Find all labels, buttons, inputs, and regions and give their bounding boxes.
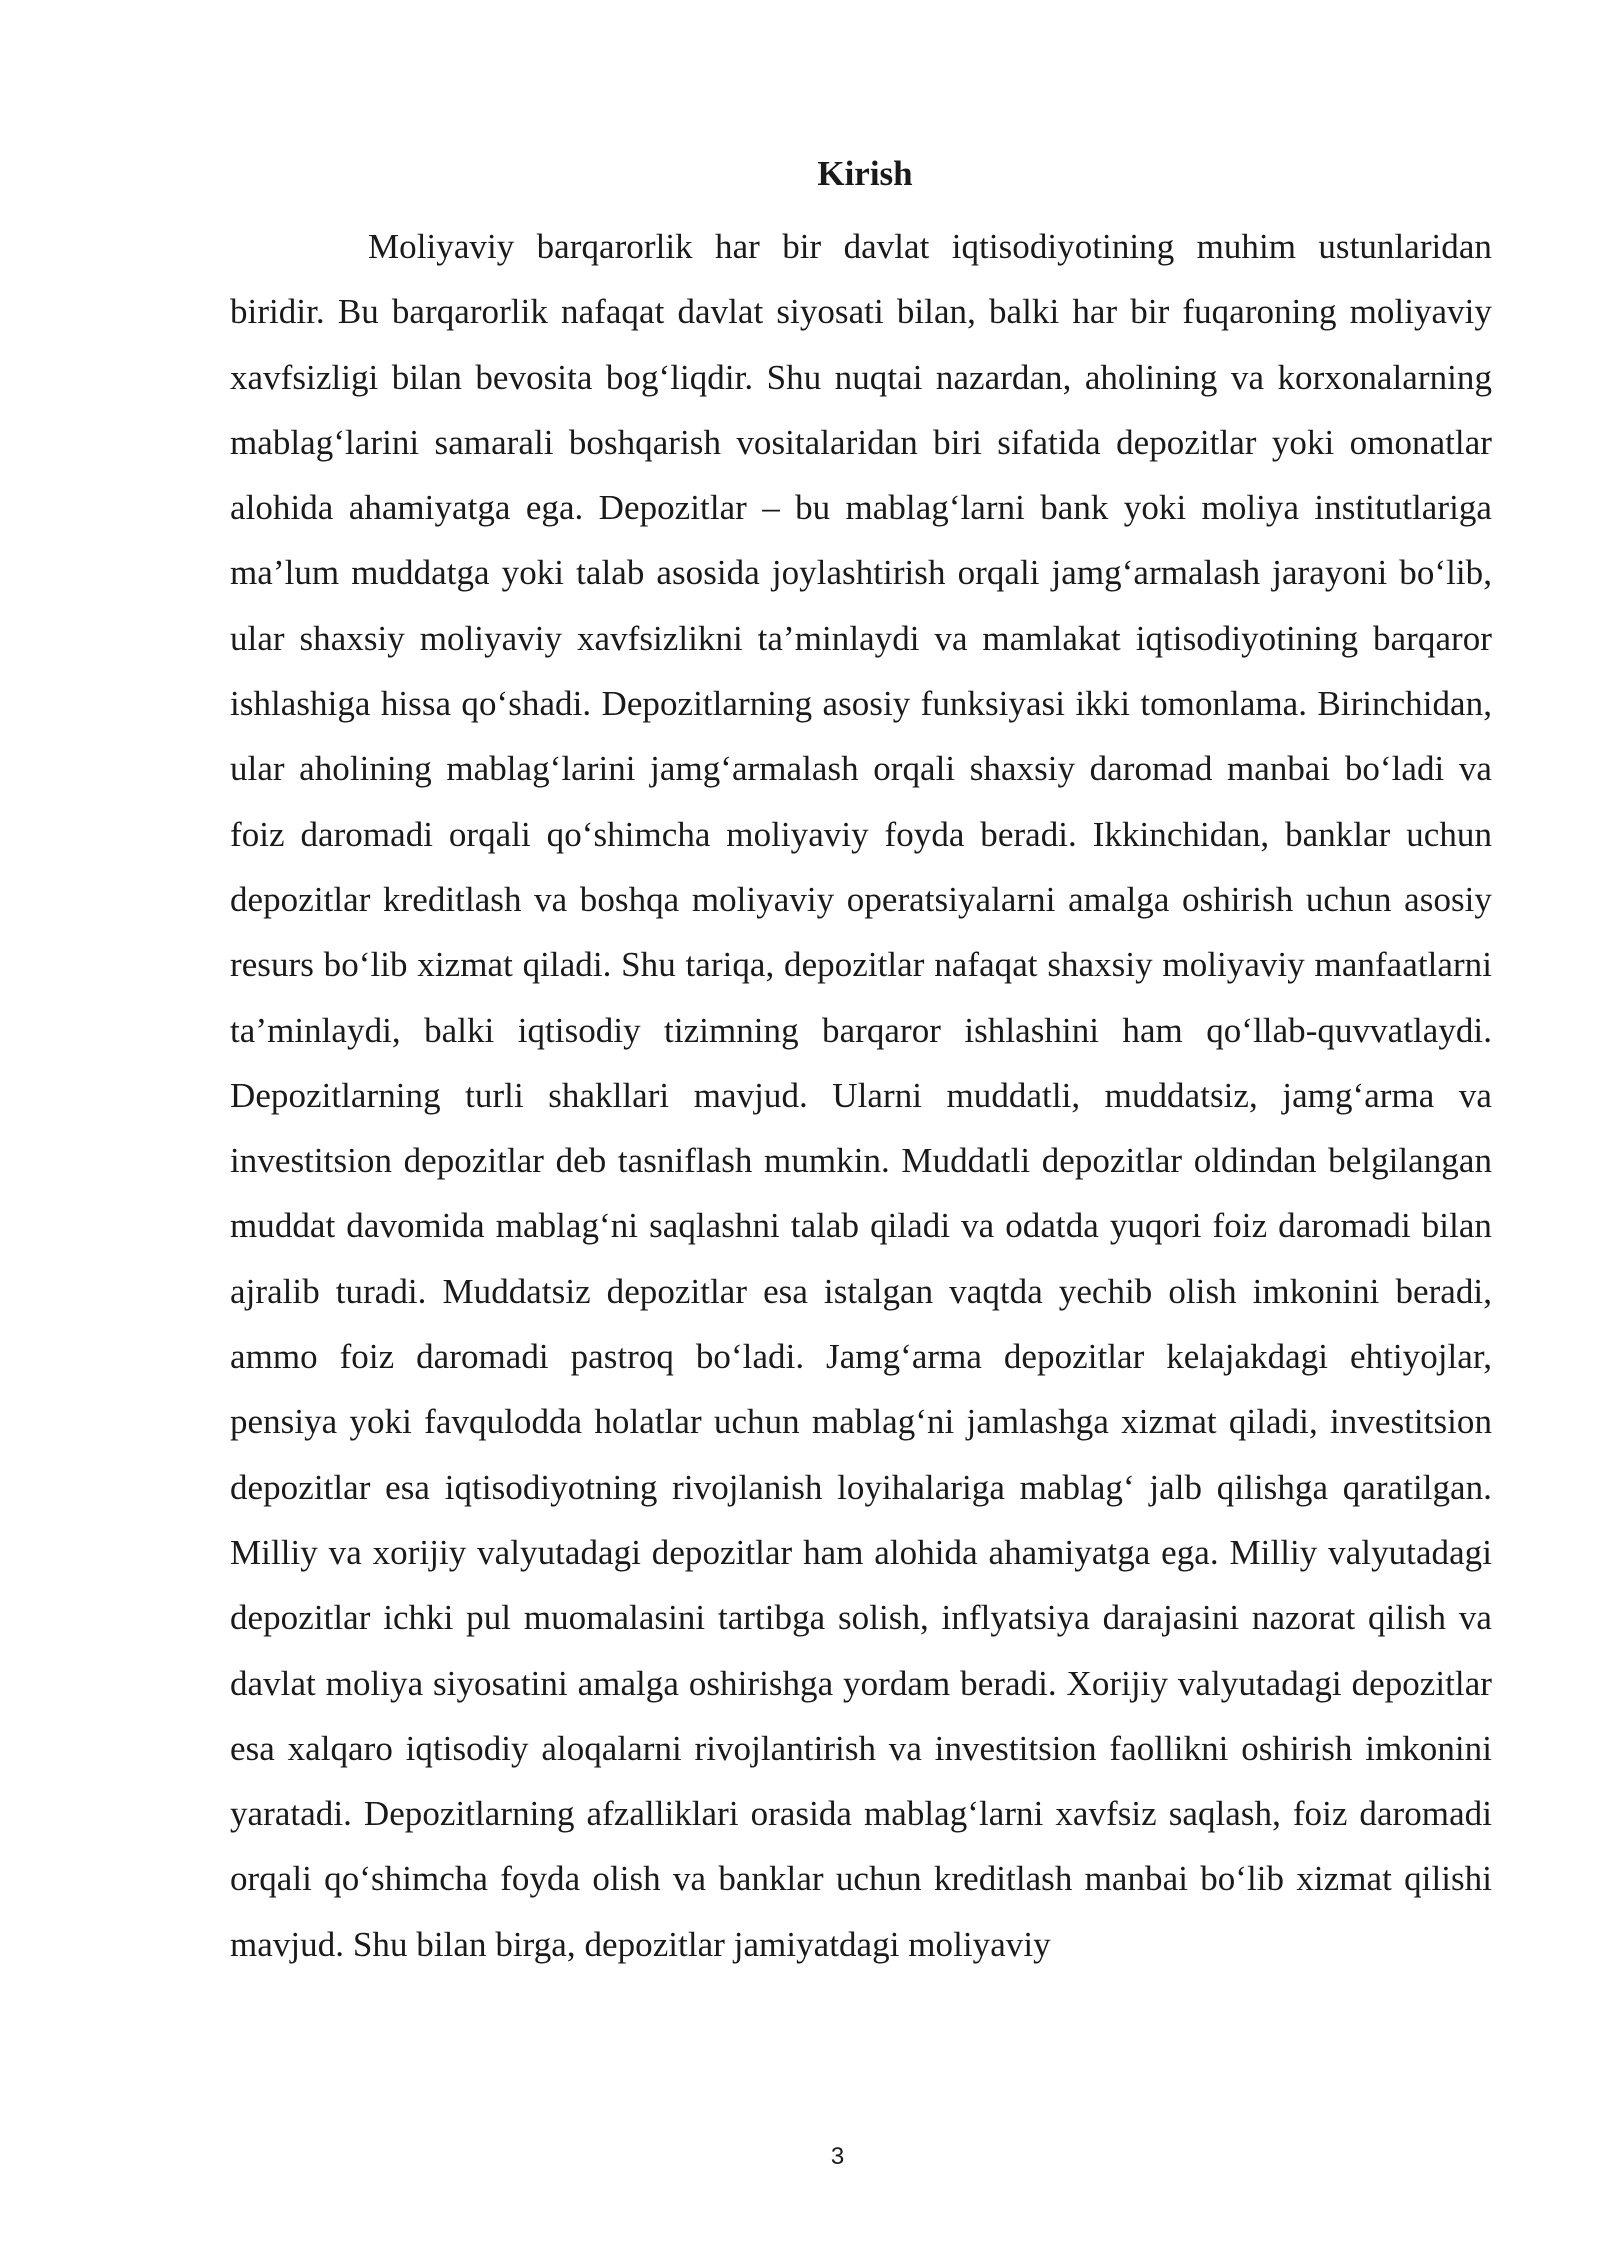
body-paragraph: Moliyaviy barqarorlik har bir davlat iqtisodiyotining muhim ustunlaridan biridir. Bu barqarorlik nafaqat davlat siyosati bilan, balki har bir fuqaroning moliyaviy xavfsizligi bilan bevosita bog‘liqdir. Shu nuqtai nazardan, aholining va korxonalarning mablag‘larini samarali boshqarish vositalaridan biri sifatida depozitlar yoki omonatlar alohida ahamiyatga ega. Depozitlar – bu mablag‘larni bank yoki moliya institutlariga ma’lum muddatga yoki talab asosida joylashtirish orqali jamg‘armalash jarayoni bo‘lib, ular shaxsiy moliyaviy xavfsizlikni ta’minlaydi va mamlakat iqtisodiyotining barqaror ishlashiga hissa qo‘shadi. Depozitlarning asosiy funksiyasi ikki tomonlama. Birinchidan, ular aholining mablag‘larini jamg‘armalash orqali shaxsiy daromad manbai bo‘ladi va foiz daromadi orqali qo‘shimcha moliyaviy foyda beradi. Ikkinchidan, banklar uchun depozitlar kreditlash va boshqa moliyaviy operatsiyalarni amalga oshirish uchun asosiy resurs bo‘lib xizmat qiladi. Shu tariqa, depozitlar nafaqat shaxsiy moliyaviy manfaatlarni ta’minlaydi, balki iqtisodiy tizimning barqaror ishlashini ham qo‘llab-quvvatlaydi. Depozitlarning turli shakllari mavjud. Ularni muddatli, muddatsiz, jamg‘arma va investitsion depozitlar deb tasniflash mumkin. Muddatli depozitlar oldindan belgilangan muddat davomida mablag‘ni saqlashni talab qiladi va odatda yuqori foiz daromadi bilan ajralib turadi. Muddatsiz depozitlar esa istalgan vaqtda yechib olish imkonini beradi, ammo foiz daromadi pastroq bo‘ladi. Jamg‘arma depozitlar kelajakdagi ehtiyojlar, pensiya yoki favqulodda holatlar uchun mablag‘ni jamlashga xizmat qiladi, investitsion depozitlar esa iqtisodiyotning rivojlanish loyihalariga mablag‘ jalb qilishga qaratilgan. Milliy va xorijiy valyutadagi depozitlar ham alohida ahamiyatga ega. Milliy valyutadagi depozitlar ichki pul muomalasini tartibga solish, inflyatsiya darajasini nazorat qilish va davlat moliya siyosatini amalga oshirishga yordam beradi. Xorijiy valyutadagi depozitlar esa xalqaro iqtisodiy aloqalarni rivojlantirish va investitsion faollikni oshirish imkonini yaratadi. Depozitlarning afzalliklari orasida mablag‘larni xavfsiz saqlash, foiz daromadi orqali qo‘shimcha foyda olish va banklar uchun kreditlash manbai bo‘lib xizmat qilishi mavjud. Shu bilan birga, depozitlar jamiyatdagi moliyaviy: [230, 227, 1492, 1964]
section-title: Kirish: [817, 154, 913, 193]
page-number: 3: [830, 2143, 845, 2170]
